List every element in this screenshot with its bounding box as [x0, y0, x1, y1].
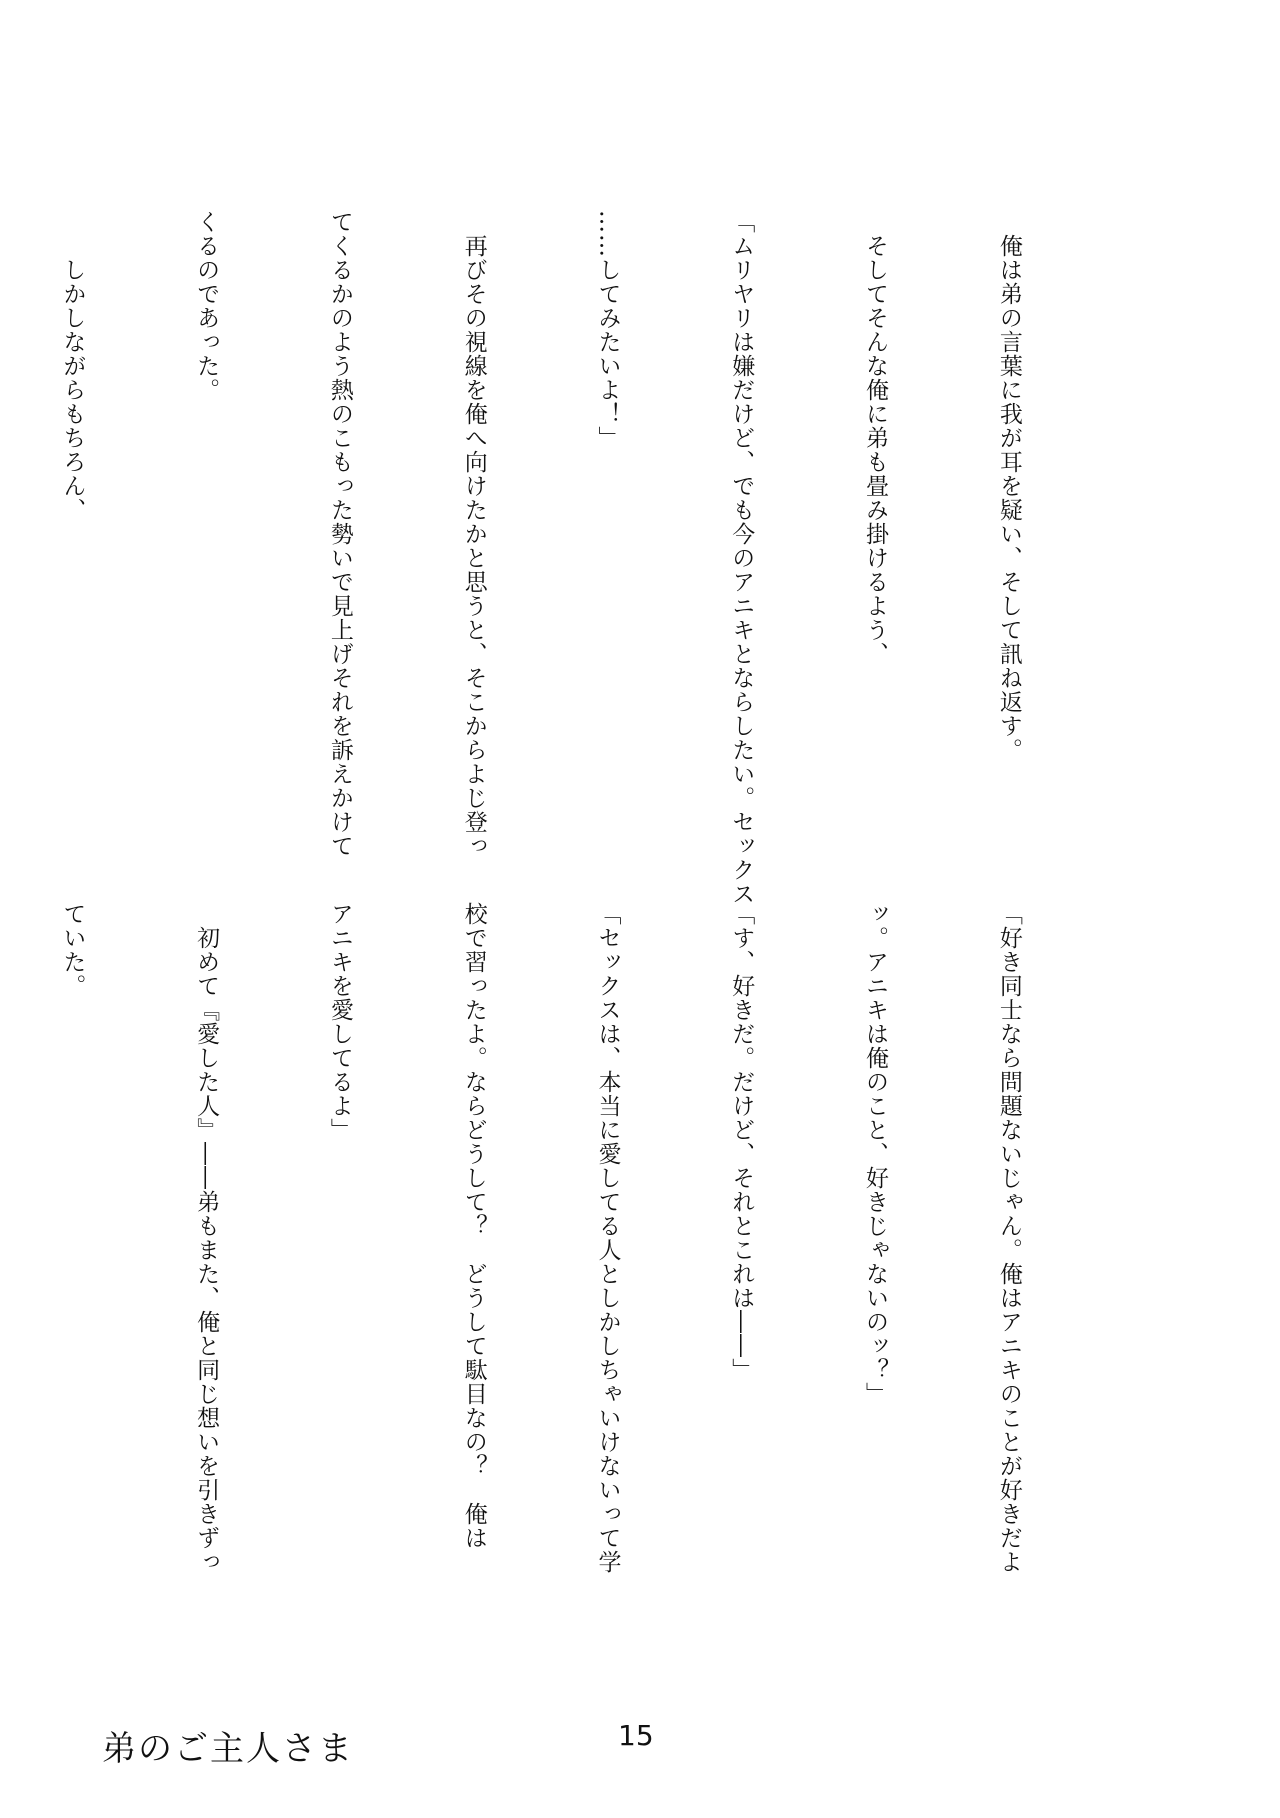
- text-line: 「す、好きだ。だけど、それとこれは――」: [728, 902, 755, 1382]
- upper-text-block: [59, 210, 1120, 906]
- text-line: 校で習ったよ。ならどうして？ どうして駄目なの？ 俺は: [460, 902, 487, 1550]
- text-line: 初めて『愛した人』――弟もまた、俺と同じ想いを引きずっ: [193, 902, 220, 1574]
- text-line: 「セックスは、本当に愛してる人としかしちゃいけないって学: [594, 902, 621, 1574]
- text-line: しかしながらもちろん、: [59, 210, 86, 522]
- page-number: 15: [618, 1719, 654, 1752]
- text-line: てくるかのよう熱のこもった勢いで見上げそれを訴えかけて: [326, 210, 353, 858]
- text-line: 俺は弟の言葉に我が耳を疑い、そして訊ね返す。: [995, 210, 1022, 762]
- text-line: 「好き同士なら問題ないじゃん。俺はアニキのことが好きだよ: [995, 902, 1022, 1574]
- text-line: ッ。アニキは俺のこと、好きじゃないのッ？」: [862, 902, 889, 1406]
- text-line: そしてそんな俺に弟も畳み掛けるよう、: [862, 210, 889, 666]
- text-line: 「ムリヤリは嫌だけど、でも今のアニキとならしたい。セックス: [728, 210, 755, 906]
- text-line: ……してみたいよ！」: [594, 210, 621, 450]
- text-line: 再びその視線を俺へ向けたかと思うと、そこからよじ登っ: [460, 210, 487, 858]
- text-line: ていた。: [59, 902, 86, 998]
- footer-title: 弟のご主人さま: [102, 1729, 354, 1769]
- lower-text-block: [59, 902, 1120, 1574]
- text-line: くるのであった。: [193, 210, 220, 402]
- text-line: アニキを愛してるよ」: [326, 902, 353, 1142]
